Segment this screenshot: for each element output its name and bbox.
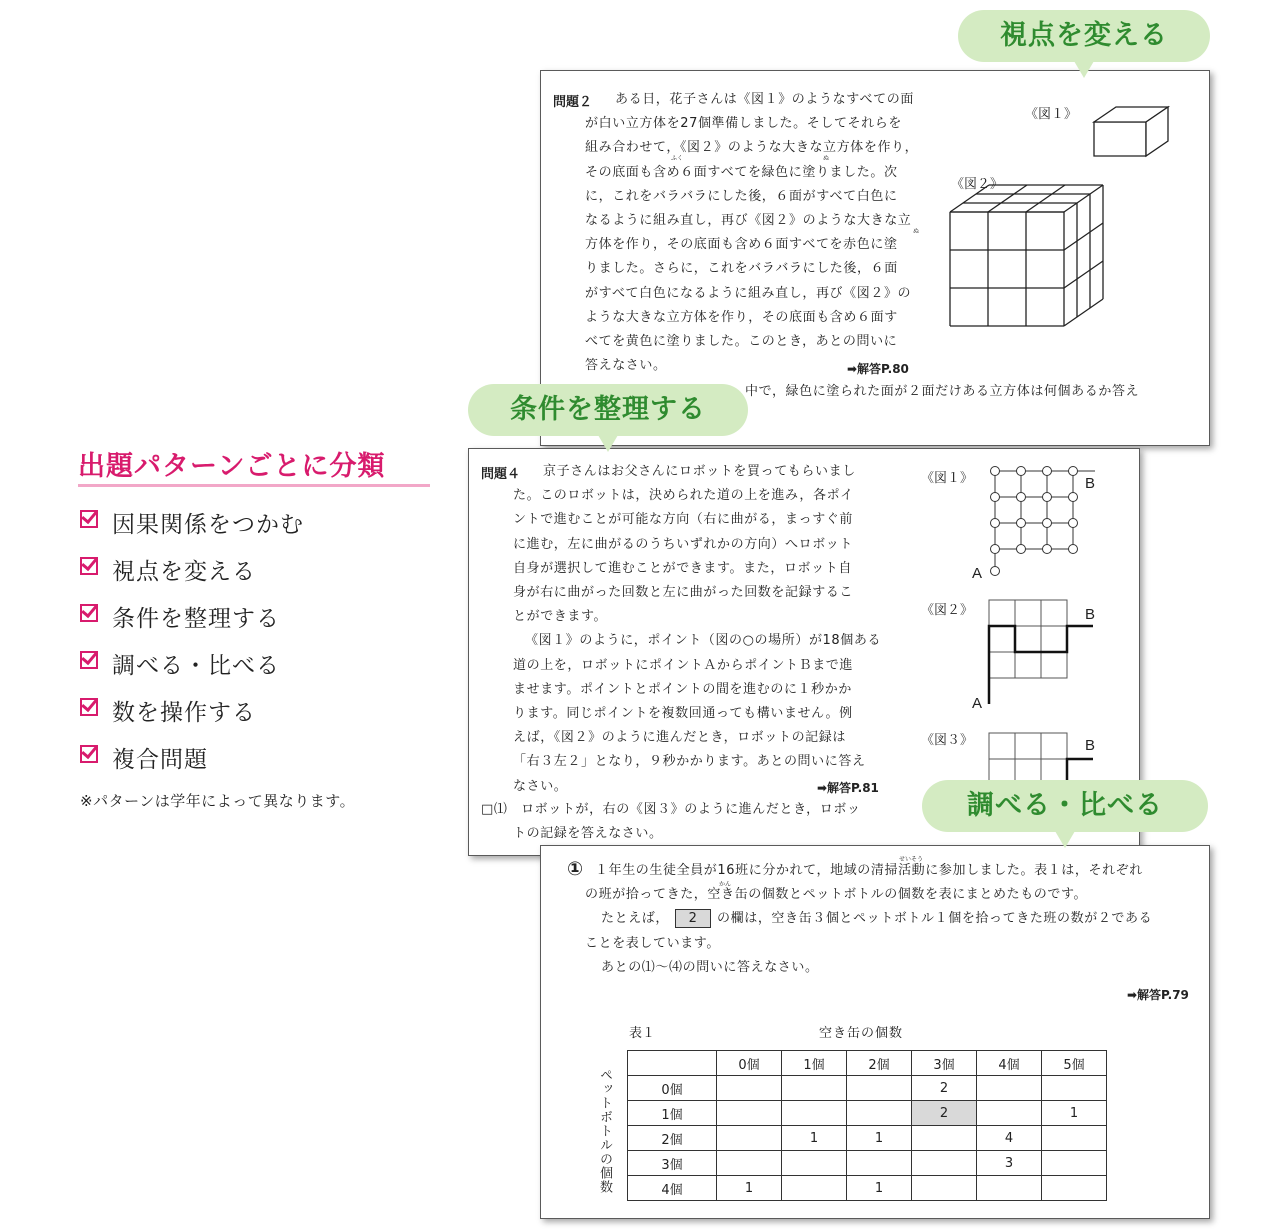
row-header: 1個 <box>628 1101 717 1126</box>
table-cell <box>847 1101 912 1126</box>
point-circle <box>991 519 1000 528</box>
table-cell: 1 <box>1042 1101 1107 1126</box>
table-row <box>628 1151 1107 1176</box>
row-header: 3個 <box>628 1151 717 1176</box>
pattern-note: ※パターンは学年によって異なります。 <box>80 792 356 810</box>
table-cell <box>912 1176 977 1201</box>
data-table <box>627 1050 1107 1201</box>
table-cell <box>1042 1126 1107 1151</box>
point-circle <box>1043 545 1052 554</box>
problem-4-title: 問題４ <box>481 467 521 482</box>
table-row <box>628 1101 1107 1126</box>
column-header: 5個 <box>1042 1051 1107 1076</box>
sheet-problem-1 <box>540 845 1210 1219</box>
point-a-label: A <box>972 565 983 582</box>
point-circle <box>1017 519 1026 528</box>
answer-ref: ➡解答P.79 <box>1127 988 1189 1002</box>
row-title: ペットボトルの個数 <box>597 1068 612 1194</box>
column-title: 空き缶の個数 <box>819 1026 904 1041</box>
point-circle <box>1043 519 1052 528</box>
table-cell: 1 <box>782 1126 847 1151</box>
figure-2-label: 《図２》 <box>951 177 1004 192</box>
table-cell <box>1042 1151 1107 1176</box>
heading-underline <box>78 484 430 487</box>
question-text: 中で，緑色に塗られた面が２面だけある立方体は何個あるか答え <box>745 384 1140 399</box>
example-cell: 2 <box>675 909 711 928</box>
table-cell <box>717 1076 782 1101</box>
cube-edge <box>1064 185 1103 212</box>
table-cell: 2 <box>912 1076 977 1101</box>
pattern-item: 視点を変える <box>80 553 256 586</box>
table-cell: 3 <box>977 1151 1042 1176</box>
point-circle <box>1069 467 1078 476</box>
column-header: 1個 <box>782 1051 847 1076</box>
table-cell <box>847 1076 912 1101</box>
table-cell <box>717 1101 782 1126</box>
point-b-label: B <box>1085 737 1096 754</box>
ruby-text: せいそう <box>899 856 924 863</box>
ruby-text: かん <box>719 881 732 888</box>
point-circle <box>1069 493 1078 502</box>
table-cell <box>782 1101 847 1126</box>
cube-edge <box>988 185 1027 212</box>
table-cell <box>977 1176 1042 1201</box>
ruby-text: ふく <box>671 155 684 162</box>
table-cell <box>782 1176 847 1201</box>
table-cell <box>717 1126 782 1151</box>
checkbox-icon <box>80 651 98 669</box>
table-corner <box>628 1051 717 1076</box>
callout-bubble: 視点を変える <box>958 10 1210 62</box>
answer-ref: ➡解答P.80 <box>847 362 909 376</box>
table-row <box>628 1126 1107 1151</box>
point-circle <box>991 545 1000 554</box>
point-circle <box>991 567 1000 576</box>
question-1: □⑴ ロボットが，右の《図３》のように進んだとき，ロボッ <box>481 802 861 817</box>
table-cell: 1 <box>847 1176 912 1201</box>
checkbox-icon <box>80 745 98 763</box>
column-header: 3個 <box>912 1051 977 1076</box>
figure-3-label: 《図３》 <box>921 733 974 748</box>
cube-edge <box>950 185 989 212</box>
point-circle <box>1069 519 1078 528</box>
point-circle <box>1043 493 1052 502</box>
figure-2-label: 《図２》 <box>921 603 974 618</box>
point-b-label: B <box>1085 606 1096 623</box>
cube-edge <box>1064 223 1103 250</box>
table-header-row <box>628 1051 1107 1076</box>
table-cell: 2 <box>912 1101 977 1126</box>
figure-1-label: 《図１》 <box>1025 107 1078 122</box>
problem-4-text: 京子さんはお父さんにロボットを買ってもらいまし た。このロボットは，決められた道の上を進み，各ポイ ントで進むことが可能な方向（右に曲がる，まっすぐ前 に進む，左に曲がるのうちいずれかの方向）へロボット 自身が選択して進むことができます。また，ロボット自 身が右に曲がった回数と左に曲がった回数を記録するこ とができます。 《図１》のように，ポイント（図の○の場所）が18個ある 道の上を，ロボットにポイントＡからポイントＢまで進 ませます。ポイントとポイントの間を進むのに１秒かか ります。同じポイントを複数回通っても構いません。例 えば，《図２》のように進んだとき，ロボットの記録は 「右３左２」となり，９秒かかります。あとの問いに答え なさい。 <box>513 464 882 794</box>
column-header: 0個 <box>717 1051 782 1076</box>
ruby-text: ぬ <box>823 155 830 162</box>
cube-edge <box>1026 185 1065 212</box>
pattern-heading: 出題パターンごとに分類 <box>78 451 386 482</box>
table-cell <box>847 1151 912 1176</box>
point-circle <box>991 493 1000 502</box>
column-header: 2個 <box>847 1051 912 1076</box>
point-circle <box>1017 545 1026 554</box>
problem-2-title: 問題２ <box>553 95 593 110</box>
table-cell <box>912 1151 977 1176</box>
table-cell <box>1042 1176 1107 1201</box>
checkbox-icon <box>80 698 98 716</box>
point-circle <box>1069 545 1078 554</box>
table-row <box>628 1176 1107 1201</box>
large-cube-figure <box>946 181 1186 341</box>
callout-bubble: 条件を整理する <box>468 384 748 436</box>
pattern-item: 数を操作する <box>80 694 256 727</box>
row-header: 2個 <box>628 1126 717 1151</box>
checkbox-icon <box>80 604 98 622</box>
column-header: 4個 <box>977 1051 1042 1076</box>
point-circle <box>1043 467 1052 476</box>
pattern-item: 複合問題 <box>80 741 208 774</box>
cube-edge <box>1064 299 1103 326</box>
problem-number: ① <box>567 858 584 880</box>
small-cube-figure <box>1086 104 1186 174</box>
ruby-text: ぬ <box>913 228 920 235</box>
pattern-item: 調べる・比べる <box>80 647 280 680</box>
pattern-item: 条件を整理する <box>80 600 280 633</box>
table-cell <box>782 1151 847 1176</box>
checkbox-icon <box>80 557 98 575</box>
point-circle <box>991 467 1000 476</box>
table-cell: 1 <box>847 1126 912 1151</box>
question-1-cont: トの記録を答えなさい。 <box>513 826 663 841</box>
row-header: 0個 <box>628 1076 717 1101</box>
point-b-label: B <box>1085 475 1096 492</box>
row-header: 4個 <box>628 1176 717 1201</box>
route-figure-2 <box>979 594 1099 714</box>
callout-bubble: 調べる・比べる <box>922 780 1208 832</box>
pattern-item: 因果関係をつかむ <box>80 506 304 539</box>
table-cell <box>1042 1076 1107 1101</box>
problem-1-text: １年生の生徒全員が16班に分かれて，地域の清掃活動に参加しました。表１は，それぞれ の班が拾ってきた，空き缶の個数とペットボトルの個数を表にまとめたものです。 たとえば， 2 の欄は，空き缶３個とペットボトル１個を拾ってきた班の数が２である ことを表しています。 あとの⑴〜⑷の問いに答えなさい。 <box>585 863 1153 975</box>
table-cell <box>782 1076 847 1101</box>
table-cell <box>717 1151 782 1176</box>
figure-1-label: 《図１》 <box>921 471 974 486</box>
cube-edge <box>1064 261 1103 288</box>
point-a-label: A <box>972 695 983 712</box>
table-title: 表１ <box>629 1026 656 1041</box>
table-cell <box>912 1126 977 1151</box>
table-cell <box>977 1101 1042 1126</box>
table-row <box>628 1076 1107 1101</box>
point-circle <box>1017 467 1026 476</box>
checkbox-icon <box>80 510 98 528</box>
problem-2-text: ある日，花子さんは《図１》のようなすべての面 が白い立方体を27個準備しました。そしてそれらを 組み合わせて，《図２》のような大きな立方体を作り， その底面も含め６面すべてを緑色に塗りました。次 に，これをバラバラにした後，６面がすべて白色に なるように組み直し，再び《図２》のような大きな立 方体を作り，その底面も含め６面すべてを赤色に塗 りました。さらに，これをバラバラにした後，６面 がすべて白色になるように組み直し，再び《図２》の ような大きな立方体を作り，その底面も含め６面す べてを黄色に塗りました。このとき，あとの問いに 答えなさい。 <box>585 92 919 374</box>
point-grid-figure <box>979 463 1099 593</box>
table-cell: 4 <box>977 1126 1042 1151</box>
table-cell: 1 <box>717 1176 782 1201</box>
table-cell <box>977 1076 1042 1101</box>
point-circle <box>1017 493 1026 502</box>
answer-ref: ➡解答P.81 <box>817 781 879 795</box>
